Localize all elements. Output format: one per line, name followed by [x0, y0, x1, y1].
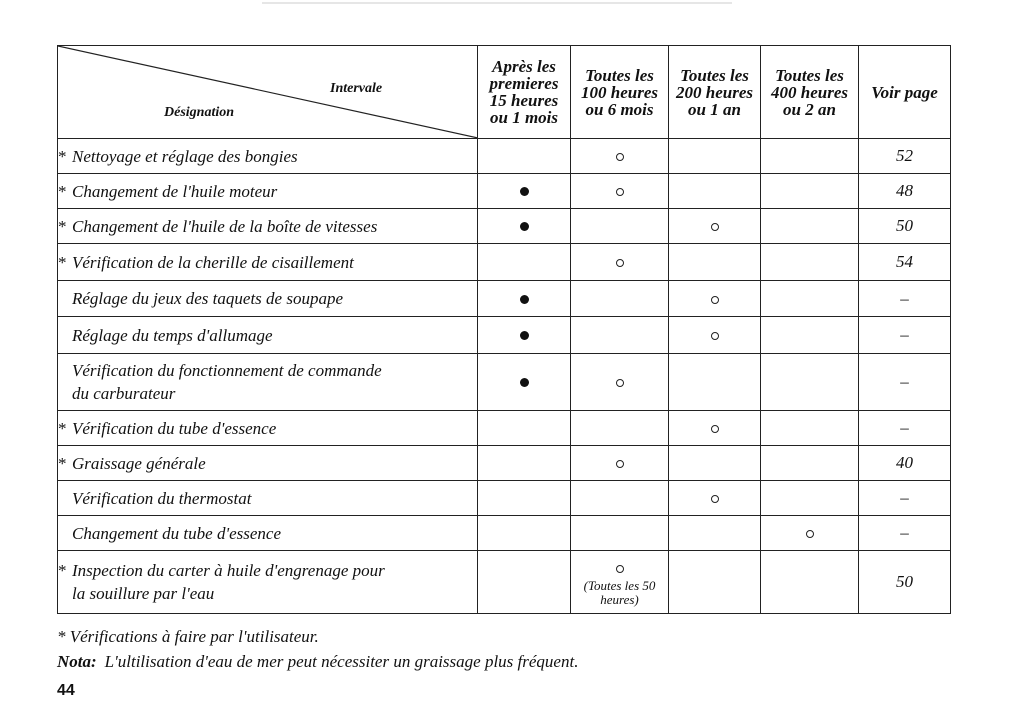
- page-ref-cell: –: [859, 411, 951, 446]
- interval-cell-h100: [571, 354, 669, 411]
- first-service-dot-icon: [520, 187, 529, 196]
- interval-cell-h100: [571, 281, 669, 317]
- interval-cell-h200: [669, 481, 761, 516]
- designation-text: Changement de l'huile de la boîte de vitesses: [72, 216, 378, 236]
- nota: [57, 652, 578, 672]
- user-check-asterisk: *: [58, 146, 67, 166]
- periodic-service-circle-icon: [616, 188, 624, 196]
- table-row: [58, 139, 951, 174]
- designation-cell: [58, 446, 478, 481]
- page-ref-cell: 50: [859, 551, 951, 614]
- interval-cell-first: [478, 354, 571, 411]
- interval-label: Intervale: [330, 81, 383, 96]
- interval-cell-first: [478, 481, 571, 516]
- interval-cell-first: [478, 551, 571, 614]
- periodic-service-circle-icon: [711, 223, 719, 231]
- interval-cell-h100: [571, 481, 669, 516]
- interval-cell-h200: [669, 281, 761, 317]
- interval-cell-h400: [761, 139, 859, 174]
- designation-text: Changement du tube d'essence: [72, 523, 281, 543]
- designation-text: Vérification du tube d'essence: [72, 418, 277, 438]
- col-header-400h: Toutes les 400 heures ou 2 an: [761, 46, 859, 139]
- designation-text-cont: la souillure par l'eau: [72, 584, 215, 603]
- user-check-asterisk: *: [58, 418, 67, 438]
- interval-cell-h400: [761, 481, 859, 516]
- designation-cell: [58, 481, 478, 516]
- interval-cell-first: [478, 516, 571, 551]
- user-check-asterisk: *: [58, 453, 67, 473]
- interval-cell-h200: [669, 516, 761, 551]
- interval-cell-h100: [571, 174, 669, 209]
- interval-cell-first: [478, 446, 571, 481]
- nota-label: Nota:: [57, 652, 97, 671]
- designation-cell: [58, 551, 478, 614]
- interval-cell-h100: [571, 516, 669, 551]
- designation-text: Réglage du jeux des taquets de soupape: [72, 289, 343, 308]
- interval-cell-h400: [761, 244, 859, 281]
- designation-cell: [58, 411, 478, 446]
- interval-cell-h200: [669, 446, 761, 481]
- interval-cell-h200: [669, 317, 761, 354]
- periodic-service-circle-icon: [711, 332, 719, 340]
- periodic-service-circle-icon: [616, 259, 624, 267]
- interval-cell-h100: [571, 551, 669, 614]
- table-row: [58, 516, 951, 551]
- page-number: 44: [57, 682, 75, 699]
- interval-cell-h400: [761, 354, 859, 411]
- designation-text: Vérification de la cherille de cisaillement: [72, 252, 354, 272]
- table-row: [58, 354, 951, 411]
- user-check-asterisk: *: [58, 216, 67, 236]
- periodic-service-circle-icon: [711, 425, 719, 433]
- table-row: [58, 411, 951, 446]
- designation-text: Nettoyage et réglage des bongies: [72, 146, 298, 166]
- table-row: [58, 317, 951, 354]
- designation-text: Inspection du carter à huile d'engrenage pour: [72, 561, 385, 580]
- page-ref-cell: 48: [859, 174, 951, 209]
- periodic-service-circle-icon: [616, 460, 624, 468]
- interval-cell-first: [478, 139, 571, 174]
- user-check-asterisk: *: [58, 181, 67, 201]
- designation-cell: [58, 354, 478, 411]
- interval-cell-h200: [669, 174, 761, 209]
- interval-cell-first: [478, 281, 571, 317]
- footnote: * Vérifications à faire par l'utilisateur.: [57, 627, 319, 646]
- page-ref-cell: 52: [859, 139, 951, 174]
- designation-text: Vérification du thermostat: [72, 488, 252, 508]
- interval-cell-h400: [761, 516, 859, 551]
- first-service-dot-icon: [520, 331, 529, 340]
- interval-cell-h200: [669, 244, 761, 281]
- user-check-asterisk: *: [58, 252, 67, 272]
- table-row: [58, 446, 951, 481]
- interval-cell-first: [478, 317, 571, 354]
- col-header-first: Après les premieres 15 heures ou 1 mois: [478, 46, 571, 139]
- periodic-service-circle-icon: [616, 565, 624, 573]
- first-service-dot-icon: [520, 222, 529, 231]
- interval-cell-h100: [571, 244, 669, 281]
- designation-cell: [58, 516, 478, 551]
- page-ref-cell: –: [859, 281, 951, 317]
- page-ref-cell: –: [859, 516, 951, 551]
- interval-cell-h200: [669, 139, 761, 174]
- interval-cell-h200: [669, 551, 761, 614]
- designation-label: Désignation: [164, 105, 235, 120]
- interval-cell-h400: [761, 209, 859, 244]
- page-ref-cell: 54: [859, 244, 951, 281]
- col-header-100h: Toutes les 100 heures ou 6 mois: [571, 46, 669, 139]
- table-row: [58, 481, 951, 516]
- table-header-row: [58, 46, 951, 139]
- designation-cell: [58, 244, 478, 281]
- page-ref-cell: 50: [859, 209, 951, 244]
- interval-cell-first: [478, 209, 571, 244]
- interval-note: (Toutes les 50 heures): [583, 577, 656, 607]
- user-check-asterisk: *: [58, 561, 67, 580]
- periodic-service-circle-icon: [806, 530, 814, 538]
- top-rule: [262, 2, 732, 4]
- interval-cell-h400: [761, 411, 859, 446]
- table-row: [58, 209, 951, 244]
- periodic-service-circle-icon: [616, 379, 624, 387]
- page-ref-cell: –: [859, 354, 951, 411]
- interval-cell-h100: [571, 139, 669, 174]
- periodic-service-circle-icon: [616, 153, 624, 161]
- interval-cell-h100: [571, 446, 669, 481]
- table-row: [58, 551, 951, 614]
- col-header-200h: Toutes les 200 heures ou 1 an: [669, 46, 761, 139]
- interval-cell-h400: [761, 317, 859, 354]
- first-service-dot-icon: [520, 295, 529, 304]
- periodic-service-circle-icon: [711, 296, 719, 304]
- col-header-page: Voir page: [859, 46, 951, 139]
- interval-cell-h200: [669, 354, 761, 411]
- designation-text: Réglage du temps d'allumage: [72, 325, 273, 345]
- table-row: [58, 174, 951, 209]
- designation-cell: [58, 174, 478, 209]
- interval-cell-h400: [761, 446, 859, 481]
- interval-cell-h400: [761, 174, 859, 209]
- designation-cell: [58, 317, 478, 354]
- interval-cell-h100: [571, 209, 669, 244]
- diagonal-divider: [58, 46, 478, 138]
- designation-cell: [58, 139, 478, 174]
- interval-cell-h200: [669, 209, 761, 244]
- page-ref-cell: –: [859, 317, 951, 354]
- designation-text: Changement de l'huile moteur: [72, 181, 278, 201]
- table-row: [58, 244, 951, 281]
- interval-cell-h100: [571, 411, 669, 446]
- first-service-dot-icon: [520, 378, 529, 387]
- interval-cell-h200: [669, 411, 761, 446]
- designation-text: Graissage générale: [72, 453, 206, 473]
- interval-cell-h400: [761, 551, 859, 614]
- corner-header-cell: [58, 46, 478, 139]
- designation-text-cont: du carburateur: [72, 384, 176, 403]
- nota-text: L'ultilisation d'eau de mer peut nécessiter un graissage plus fréquent.: [104, 652, 579, 671]
- page-ref-cell: –: [859, 481, 951, 516]
- interval-cell-first: [478, 244, 571, 281]
- table-row: [58, 281, 951, 317]
- interval-cell-first: [478, 174, 571, 209]
- designation-cell: [58, 281, 478, 317]
- interval-cell-h100: [571, 317, 669, 354]
- periodic-service-circle-icon: [711, 495, 719, 503]
- interval-cell-first: [478, 411, 571, 446]
- maintenance-table: [57, 45, 951, 614]
- interval-cell-h400: [761, 281, 859, 317]
- designation-cell: [58, 209, 478, 244]
- designation-text: Vérification du fonctionnement de commande: [72, 361, 382, 380]
- page-ref-cell: 40: [859, 446, 951, 481]
